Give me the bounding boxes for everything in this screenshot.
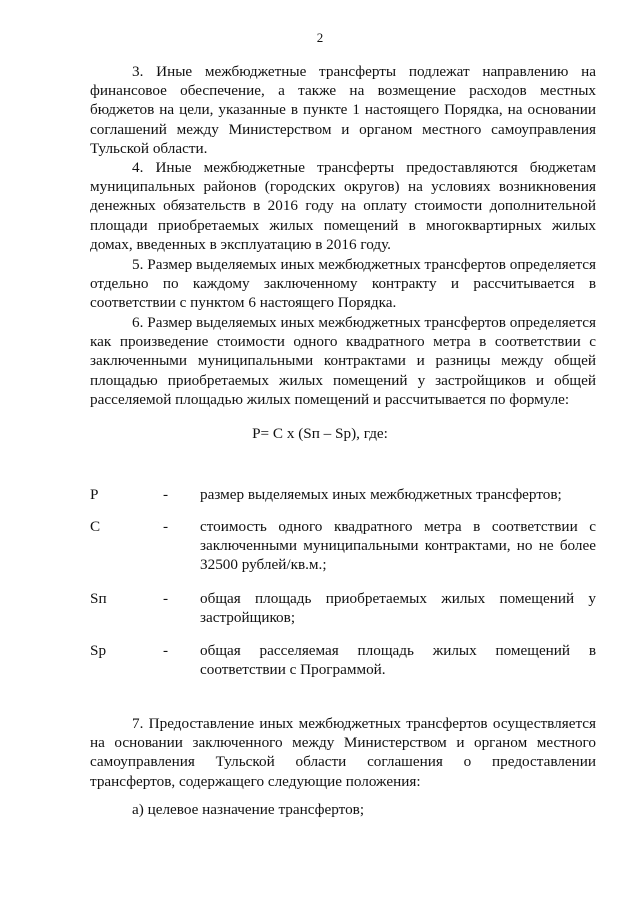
paragraph-6: 6. Размер выделяемых иных межбюджетных трансфертов определяется как произведение стоимости одного квадратного метра в соответствии с заключенными муниципальными контрактами и разницы между общей площадью приобретаемых жилых помещений у застройщиков и общей расселяемой площадью жилых помещений и рассчитывается по формуле: (90, 314, 596, 408)
definition-dash: - (163, 518, 169, 535)
paragraph-7: 7. Предоставление иных межбюджетных трансфертов осуществляется на основании заключенного между Министерством и органом местного самоуправления Тульской области соглашения о предоставлении трансфертов, содержащего следующие положения: (90, 715, 596, 790)
definition-text: общая расселяемая площадь жилых помещений в соответствии с Программой. (200, 642, 596, 679)
formula: P= C x (Sп – Sp), где: (252, 425, 388, 442)
definition-text: общая площадь приобретаемых жилых помещений у застройщиков; (200, 590, 596, 627)
definition-dash: - (163, 590, 169, 607)
page-number: 2 (316, 30, 324, 45)
paragraph-4: 4. Иные межбюджетные трансферты предоставляются бюджетам муниципальных районов (городских округов) на условиях возникновения денежных обязательств в 2016 году на оплату стоимости дополнительной площади приобретаемых жилых помещений в многоквартирных жилых домах, введенных в эксплуатацию в 2016 году. (90, 159, 596, 253)
definition-dash: - (163, 642, 169, 659)
definition-symbol: P (90, 486, 99, 503)
definition-dash: - (163, 486, 169, 503)
list-item: а) целевое назначение трансфертов; (132, 801, 365, 818)
definition-text: стоимость одного квадратного метра в соответствии с заключенными муниципальными контрактами, но не более 32500 рублей/кв.м.; (200, 518, 596, 574)
definition-symbol: C (90, 518, 101, 535)
definition-symbol: Sp (90, 642, 107, 659)
paragraph-5: 5. Размер выделяемых иных межбюджетных трансфертов определяется отдельно по каждому заключенному контракту и рассчитывается в соответствии с пунктом 6 настоящего Порядка. (90, 256, 596, 312)
paragraph-3: 3. Иные межбюджетные трансферты подлежат направлению на финансовое обеспечение, а также на возмещение расходов местных бюджетов на цели, указанные в пункте 1 настоящего Порядка, на основании соглашений между Министерством и органом местного самоуправления Тульской области. (90, 63, 596, 157)
definition-text: размер выделяемых иных межбюджетных трансфертов; (200, 486, 562, 503)
definition-symbol: Sп (90, 590, 107, 607)
